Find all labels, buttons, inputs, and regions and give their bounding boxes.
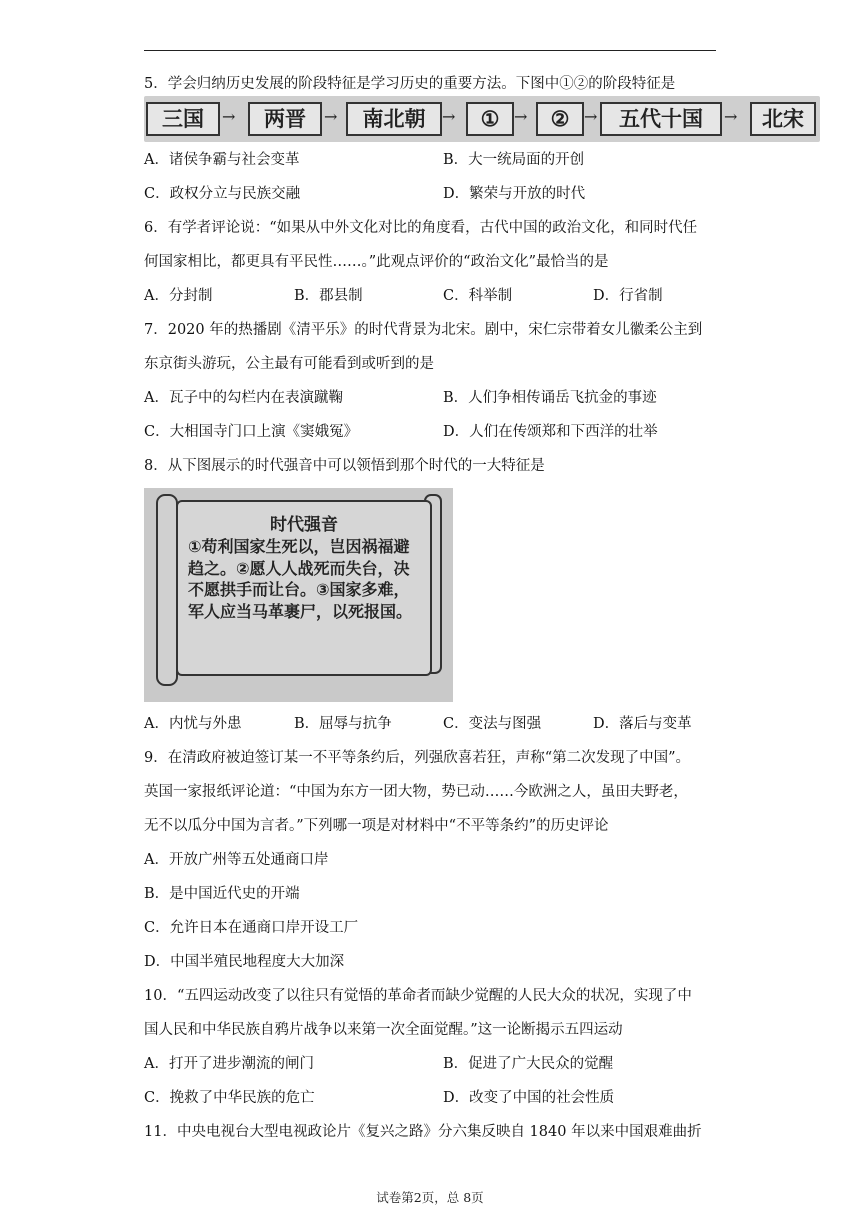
q5-option-c: C．政权分立与民族交融 xyxy=(144,186,301,202)
scroll-roll-left xyxy=(156,494,178,686)
timeline-wudaishiguo: 五代十国 xyxy=(600,102,722,136)
timeline-blank-2: ② xyxy=(536,102,584,136)
q6-option-c: C．科举制 xyxy=(443,288,513,304)
q10-option-b: B．促进了广大民众的觉醒 xyxy=(443,1056,614,1072)
q9-option-b: B．是中国近代史的开端 xyxy=(144,886,300,902)
q9-option-c: C．允许日本在通商口岸开设工厂 xyxy=(144,920,359,936)
timeline-sanguo: 三国 xyxy=(146,102,220,136)
q11-stem-line1: 11．中央电视台大型电视政论片《复兴之路》分六集反映自 1840 年以来中国艰难曲折 xyxy=(144,1124,702,1140)
q7-stem-line2: 东京街头游玩，公主最有可能看到或听到的是 xyxy=(144,356,434,372)
q8-stem: 8．从下图展示的时代强音中可以领悟到那个时代的一大特征是 xyxy=(144,458,545,474)
q10-stem-line2: 国人民和中华民族自鸦片战争以来第一次全面觉醒。”这一论断揭示五四运动 xyxy=(144,1022,623,1038)
timeline-arrow: → xyxy=(724,107,738,126)
q7-option-a: A．瓦子中的勾栏内在表演蹴鞠 xyxy=(144,390,343,406)
scroll-title: 时代强音 xyxy=(270,515,338,535)
timeline-arrow: → xyxy=(222,107,236,126)
q7-option-b: B．人们争相传诵岳飞抗金的事迹 xyxy=(443,390,657,406)
q10-option-c: C．挽救了中华民族的危亡 xyxy=(144,1090,315,1106)
q6-option-b: B．郡县制 xyxy=(294,288,363,304)
q8-option-c: C．变法与图强 xyxy=(443,716,542,732)
q9-stem-line1: 9．在清政府被迫签订某一不平等条约后，列强欣喜若狂，声称“第二次发现了中国”。 xyxy=(144,750,691,766)
header-rule xyxy=(144,50,716,51)
q9-option-d: D．中国半殖民地程度大大加深 xyxy=(144,954,345,970)
timeline-nanbeichao: 南北朝 xyxy=(346,102,442,136)
timeline-liangjin: 两晋 xyxy=(248,102,322,136)
q7-stem-line1: 7．2020 年的热播剧《清平乐》的时代背景为北宋。剧中，宋仁宗带着女儿徽柔公主到 xyxy=(144,322,703,338)
q5-timeline-image xyxy=(144,96,820,142)
q9-stem-line3: 无不以瓜分中国为言者。”下列哪一项是对材料中“不平等条约”的历史评论 xyxy=(144,818,609,834)
q6-option-d: D．行省制 xyxy=(593,288,663,304)
q9-option-a: A．开放广州等五处通商口岸 xyxy=(144,852,329,868)
q6-stem-line2: 何国家相比，都更具有平民性……。”此观点评价的“政治文化”最恰当的是 xyxy=(144,254,609,270)
q7-option-c: C．大相国寺门口上演《窦娥冤》 xyxy=(144,424,359,440)
timeline-beisong: 北宋 xyxy=(750,102,816,136)
q6-stem-line1: 6．有学者评论说：“如果从中外文化对比的角度看，古代中国的政治文化，和同时代任 xyxy=(144,220,698,236)
timeline-arrow: → xyxy=(514,107,528,126)
q5-option-a: A．诸侯争霸与社会变革 xyxy=(144,152,300,168)
q8-option-b: B．屈辱与抗争 xyxy=(294,716,392,732)
timeline-blank-1: ① xyxy=(466,102,514,136)
q8-option-d: D．落后与变革 xyxy=(593,716,692,732)
q5-option-b: B．大一统局面的开创 xyxy=(443,152,585,168)
q10-option-d: D．改变了中国的社会性质 xyxy=(443,1090,615,1106)
scroll-body xyxy=(176,500,432,676)
timeline-arrow: → xyxy=(584,107,598,126)
q5-option-d: D．繁荣与开放的时代 xyxy=(443,186,586,202)
q8-scroll-image xyxy=(144,488,453,702)
timeline-arrow: → xyxy=(324,107,338,126)
scroll-text: ①苟利国家生死以，岂因祸福避趋之。②愿人人战死而失台，决不愿拱手而让台。③国家多难，军人应当马革裹尸，以死报国。 xyxy=(188,537,413,621)
q6-option-a: A．分封制 xyxy=(144,288,213,304)
page-footer: 试卷第2页，总 8页 xyxy=(376,1190,484,1205)
q10-option-a: A．打开了进步潮流的闸门 xyxy=(144,1056,314,1072)
q8-option-a: A．内忧与外患 xyxy=(144,716,242,732)
q5-stem: 5．学会归纳历史发展的阶段特征是学习历史的重要方法。下图中①②的阶段特征是 xyxy=(144,76,676,92)
q7-option-d: D．人们在传颂郑和下西洋的壮举 xyxy=(443,424,658,440)
q10-stem-line1: 10．“五四运动改变了以往只有觉悟的革命者而缺少觉醒的人民大众的状况，实现了中 xyxy=(144,988,692,1004)
timeline-arrow: → xyxy=(442,107,456,126)
q9-stem-line2: 英国一家报纸评论道：“中国为东方一团大物，势已动……今欧洲之人，虽田夫野老， xyxy=(144,784,688,800)
